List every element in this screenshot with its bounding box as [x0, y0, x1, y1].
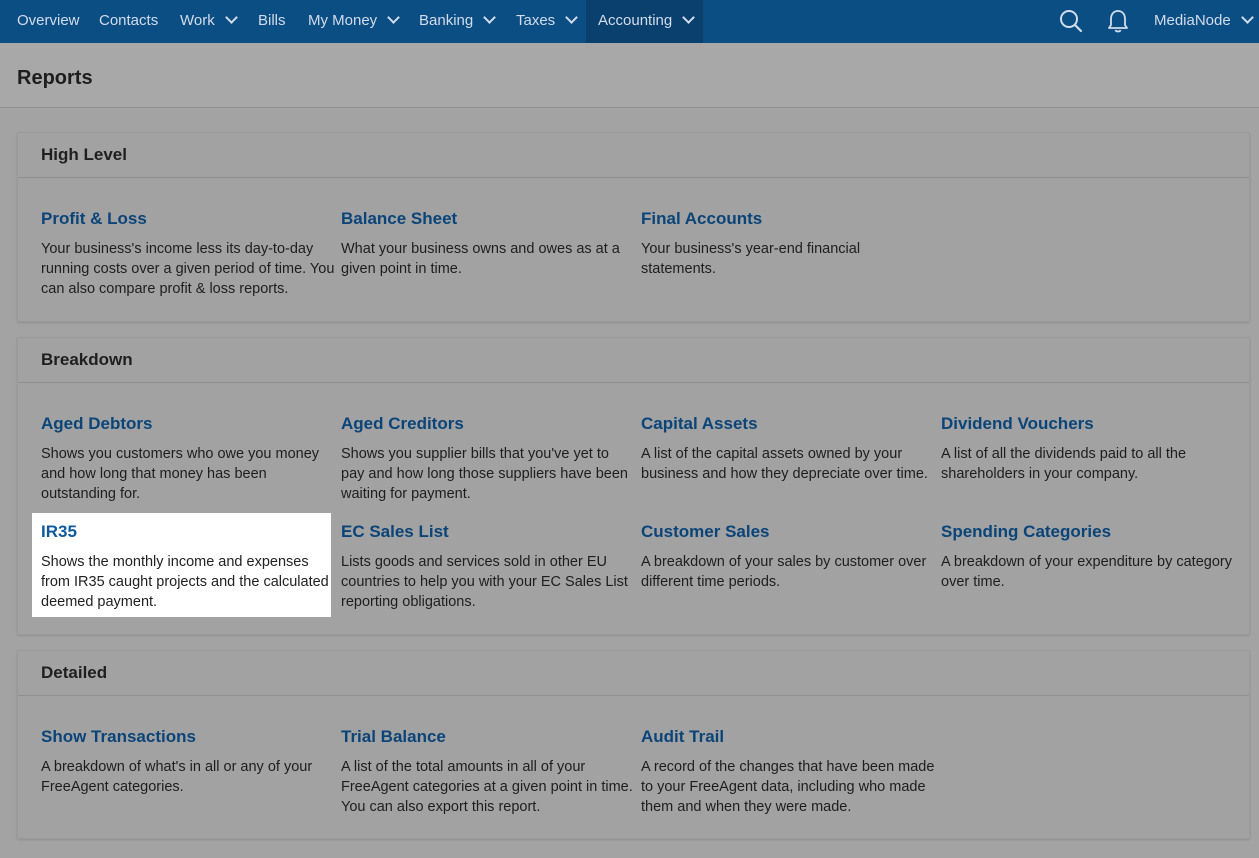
report-card [341, 727, 641, 817]
report-card-highlighted [41, 522, 341, 612]
chevron-down-icon [682, 11, 695, 24]
nav-label: Bills [258, 12, 286, 29]
nav-label: My Money [308, 12, 378, 29]
report-description: A list of the capital assets owned by your business and how they depreciate over time. [641, 446, 928, 482]
nav-banking[interactable] [419, 0, 494, 43]
report-link-ir35[interactable]: IR35 [41, 522, 77, 541]
nav-overview[interactable] [17, 0, 80, 43]
report-description: Shows the monthly income and expenses from IR35 caught projects and the calculated deemed payment. [41, 554, 329, 610]
report-description: A record of the changes that have been made to your FreeAgent data, including who made them and when they were made. [641, 759, 935, 815]
report-description: Shows you customers who owe you money and how long that money has been outstanding for. [41, 446, 320, 502]
report-link-final-accounts[interactable]: Final Accounts [641, 209, 763, 228]
nav-work[interactable] [180, 0, 236, 43]
bell-icon[interactable] [1106, 8, 1130, 34]
section-title: Detailed [41, 663, 108, 682]
section-header [18, 338, 1249, 383]
report-link-trial-balance[interactable]: Trial Balance [341, 727, 446, 746]
nav-label: Taxes [516, 12, 556, 29]
report-card [41, 727, 341, 797]
search-icon[interactable] [1058, 8, 1084, 34]
report-link-spending-categories[interactable]: Spending Categories [941, 522, 1112, 541]
report-description: Lists goods and services sold in other EU countries to help you with your EC Sales List reporting obligations. [341, 554, 628, 610]
account-name: MediaNode [1154, 12, 1231, 29]
section-header [18, 133, 1249, 178]
report-link-customer-sales[interactable]: Customer Sales [641, 522, 770, 541]
report-description: A breakdown of your sales by customer over different time periods. [641, 554, 927, 590]
section-breakdown [17, 337, 1250, 635]
report-card [941, 522, 1241, 592]
nav-my-money[interactable] [308, 0, 398, 43]
nav-bills[interactable] [258, 0, 286, 43]
section-high-level [17, 132, 1250, 322]
report-description: Your business's income less its day-to-day running costs over a given period of time. You can also compare profit & loss reports. [41, 241, 335, 297]
report-card [641, 209, 941, 279]
report-link-ec-sales-list[interactable]: EC Sales List [341, 522, 449, 541]
chevron-down-icon [1241, 11, 1254, 24]
page-header [0, 43, 1259, 108]
report-link-audit-trail[interactable]: Audit Trail [641, 727, 725, 746]
report-description: Shows you supplier bills that you've yet to pay and how long those suppliers have been waiting for payment. [341, 446, 628, 502]
nav-taxes[interactable] [516, 0, 576, 43]
report-description: A list of the total amounts in all of your FreeAgent categories at a given point in time. You can also export this report. [341, 759, 633, 815]
nav-accounting[interactable] [586, 0, 703, 43]
report-link-aged-debtors[interactable]: Aged Debtors [41, 414, 153, 433]
nav-label: Banking [419, 12, 474, 29]
report-card [941, 414, 1241, 484]
report-description: A list of all the dividends paid to all the shareholders in your company. [941, 446, 1187, 482]
page-title: Reports [17, 67, 93, 89]
report-card [641, 414, 941, 484]
top-navigation [0, 0, 1259, 43]
nav-contacts[interactable] [99, 0, 158, 43]
nav-label: Work [180, 12, 215, 29]
report-link-show-transactions[interactable]: Show Transactions [41, 727, 196, 746]
report-card [341, 414, 641, 504]
account-menu[interactable] [1154, 0, 1252, 43]
nav-label: Contacts [99, 12, 159, 29]
report-card [41, 209, 341, 299]
report-card [641, 522, 941, 592]
report-card [41, 414, 341, 504]
report-card [341, 209, 641, 279]
report-card [641, 727, 941, 817]
chevron-down-icon [483, 11, 496, 24]
chevron-down-icon [225, 11, 238, 24]
section-detailed [17, 650, 1250, 839]
report-link-balance-sheet[interactable]: Balance Sheet [341, 209, 458, 228]
report-description: What your business owns and owes as at a given point in time. [341, 241, 620, 277]
report-description: A breakdown of your expenditure by category over time. [941, 554, 1232, 590]
report-link-capital-assets[interactable]: Capital Assets [641, 414, 758, 433]
report-link-profit-loss[interactable]: Profit & Loss [41, 209, 147, 228]
section-header [18, 651, 1249, 696]
nav-label: Accounting [598, 12, 673, 29]
report-description: A breakdown of what's in all or any of your FreeAgent categories. [41, 759, 313, 795]
report-link-dividend-vouchers[interactable]: Dividend Vouchers [941, 414, 1094, 433]
report-description: Your business's year-end financial statements. [641, 241, 861, 277]
nav-label: Overview [17, 12, 80, 29]
section-title: High Level [41, 145, 127, 164]
chevron-down-icon [565, 11, 578, 24]
section-title: Breakdown [41, 350, 133, 369]
report-link-aged-creditors[interactable]: Aged Creditors [341, 414, 464, 433]
report-card [341, 522, 641, 612]
chevron-down-icon [387, 11, 400, 24]
